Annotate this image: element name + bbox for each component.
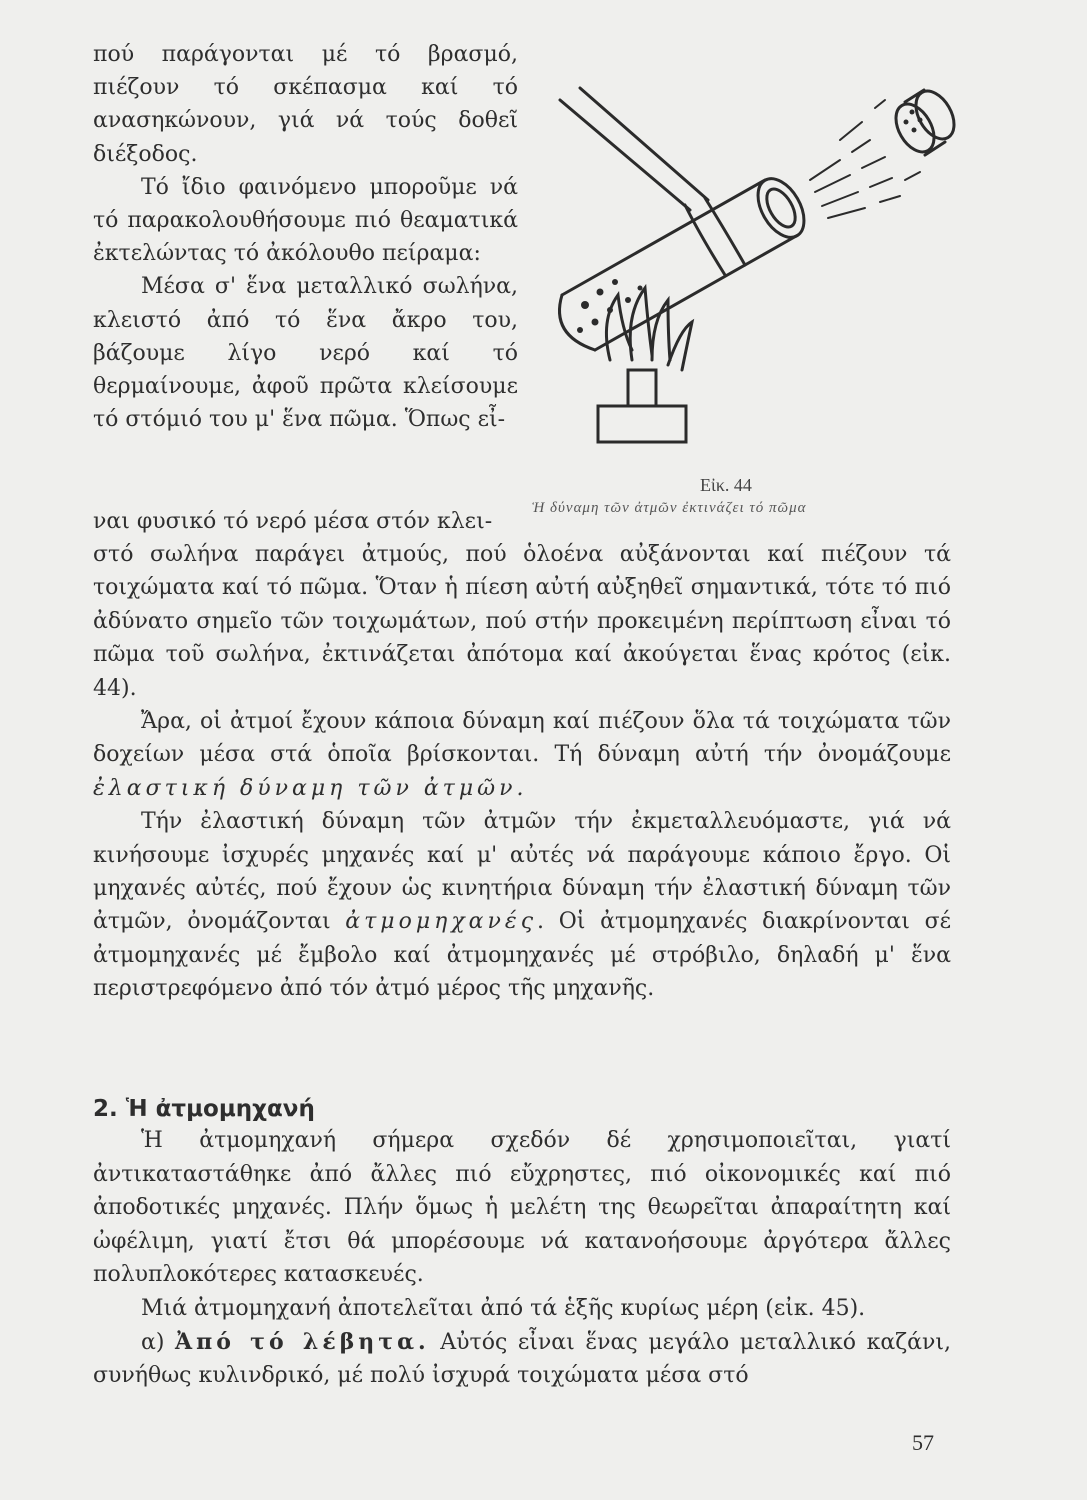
paragraph: στό σωλήνα παράγει ἀτμούς, πού ὁλοένα αὐξάνονται καί πιέζουν τά τοιχώματα καί τό πῶμα. Ὅταν ἡ πίεση αὐτή αὐξηθεῖ σημαντικά, τότε τό πιό ἀδύνατο σημεῖο τῶν τοιχωμάτων, πού στήν προκειμένη περίπτωση εἶναι τό πῶμα τοῦ σωλήνα, ἐκτινάζεται ἀπότομα καί ἀκούγεται ἕνας κρότος (εἰκ. 44).	[93, 542, 951, 701]
paragraph	[93, 705, 951, 805]
steam-tube-illustration	[540, 60, 960, 480]
paragraph	[93, 805, 951, 1005]
text-run: Αὐτός εἶναι ἕνας μεγάλο μεταλλικό καζάνι, συνήθως κυλινδρικό, μέ πολύ ἰσχυρά τοιχώματα μέσα στό	[93, 1329, 952, 1389]
left-column-text	[93, 38, 518, 436]
main-text	[93, 538, 951, 1006]
section-heading: 2. Ἡ ἀτμομηχανή	[93, 1096, 315, 1122]
paragraph-continuation: ναι φυσικό τό νερό μέσα στόν κλει-	[93, 509, 493, 534]
paragraph: Μέσα σ' ἕνα μεταλλικό σωλήνα, κλειστό ἀπό τό ἕνα ἄκρο του, βάζουμε λίγο νερό καί τό θερμαίνουμε, ἀφοῦ πρῶτα κλείσουμε τό στόμιό του μ' ἕνα πῶμα. Ὅπως εἶ-	[93, 274, 518, 433]
figure-caption: Ἡ δύναμη τῶν ἀτμῶν ἐκτινάζει τό πῶμα	[532, 500, 807, 516]
list-label: α)	[141, 1329, 176, 1355]
section-text	[93, 1124, 951, 1393]
emphasized-term: ἐλαστική δύναμη τῶν ἀτμῶν.	[93, 775, 528, 801]
page-number: 57	[912, 1430, 934, 1455]
paragraph: Μιά ἀτμομηχανή ἀποτελεῖται ἀπό τά ἑξῆς κυρίως μέρη (εἰκ. 45).	[141, 1295, 866, 1321]
paragraph: Ἡ ἀτμομηχανή σήμερα σχεδόν δέ χρησιμοποιεῖται, γιατί ἀντικαταστάθηκε ἀπό ἄλλες πιό εὔχρηστες, πιό οἰκονομικές καί πιό ἀποδοτικές μηχανές. Πλήν ὅμως ἡ μελέτη της θεωρεῖται ἀπαραίτητη καί ὠφέλιμη, γιατί ἔτσι θά μπορέσουμε νά κατανοήσουμε ἀργότερα ἄλλες πολυπλοκότερες κατασκευές.	[93, 1128, 951, 1288]
text-run: Τήν ἐλαστική δύναμη τῶν ἀτμῶν τήν ἐκμεταλλευόμαστε, γιά νά κινήσουμε ἰσχυρές μηχανές καί μ' αὐτές νά παράγουμε κάποιο ἔργο. Οἱ μηχανές αὐτές, πού ἔχουν ὡς κινητήρια δύναμη τήν ἐλαστική δύναμη τῶν ἀτμῶν, ὀνομάζονται	[93, 809, 951, 935]
emphasized-term: Ἀπό τό λέβητα.	[175, 1328, 430, 1355]
text-run: . Οἱ ἀτμομηχανές διακρίνονται σέ ἀτμομηχανές μέ ἔμβολο καί ἀτμομηχανές μέ στρόβιλο, δηλαδή μ' ἕνα περιστρεφόμενο ἀπό τόν ἀτμό μέρος τῆς μηχανῆς.	[93, 909, 951, 1002]
paragraph	[93, 1326, 951, 1393]
text-run: Ἄρα, οἱ ἀτμοί ἔχουν κάποια δύναμη καί πιέζουν ὅλα τά τοιχώματα τῶν δοχείων μέσα στά ὁποῖα βρίσκονται. Τή δύναμη αὐτή τήν ὀνομάζουμε	[93, 709, 951, 768]
paragraph: πού παράγονται μέ τό βρασμό, πιέζουν τό σκέπασμα καί τό ανασηκώνουν, γιά νά τούς δοθεῖ διέξοδος.	[93, 42, 518, 167]
paragraph: Τό ἴδιο φαινόμενο μποροῦμε νά τό παρακολουθήσουμε πιό θεαματικά ἐκτελώντας τό ἀκόλουθο πείραμα:	[93, 174, 518, 267]
emphasized-term: ἀτμομηχανές	[345, 909, 538, 935]
figure-number: Εἰκ. 44	[700, 475, 752, 495]
